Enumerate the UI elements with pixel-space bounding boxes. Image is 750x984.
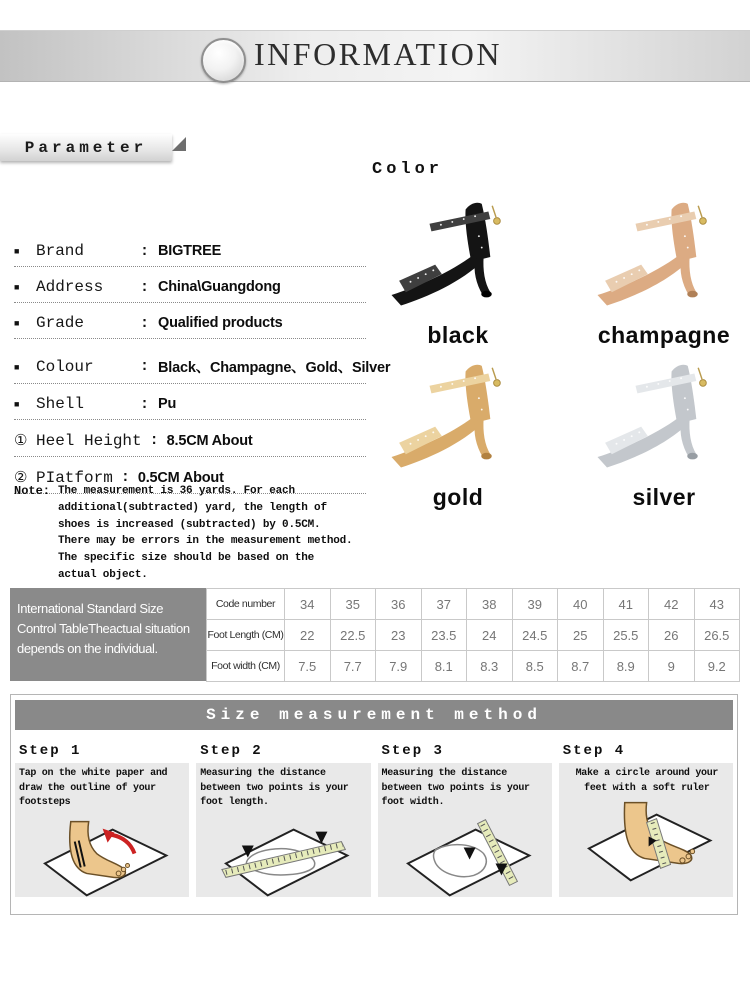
size-table-cell: 23 — [376, 620, 422, 651]
high-heel-sandal-image — [588, 358, 740, 482]
size-table-row-header: Foot Length (CM) — [207, 620, 285, 651]
shoe-color-label: champagne — [597, 322, 731, 348]
param-label: Address — [36, 278, 104, 296]
param-value: BIGTREE — [158, 243, 222, 259]
size-table — [206, 588, 740, 682]
square-bullet-icon: ■ — [14, 399, 20, 409]
size-table-cell: 8.7 — [558, 651, 604, 682]
param-label: PIatform — [36, 468, 113, 487]
param-value: China\Guangdong — [158, 279, 281, 295]
step-panel — [559, 763, 733, 897]
sphere-icon — [201, 38, 246, 83]
foot-width-ruler-illustration — [378, 811, 552, 898]
size-table-cell: 25 — [558, 620, 604, 651]
high-heel-sandal-image — [382, 358, 534, 482]
size-table-cell: 26 — [649, 620, 695, 651]
square-bullet-icon: ■ — [14, 282, 20, 292]
size-measurement-heading: Size measurement method — [15, 700, 733, 730]
param-colon: : — [140, 278, 150, 296]
banner-title: INFORMATION — [254, 36, 502, 72]
size-table-cell: 43 — [694, 589, 740, 620]
size-table-cell: 9 — [649, 651, 695, 682]
size-table-cell: 41 — [603, 589, 649, 620]
parameter-ribbon-label: Parameter — [24, 138, 148, 157]
square-bullet-icon: ■ — [14, 318, 20, 328]
param-row-heel-height — [14, 429, 366, 457]
shoe-variant-champagne — [582, 196, 746, 349]
param-value: 0.5CM About — [137, 469, 224, 486]
draw-foot-outline-illustration — [15, 811, 189, 898]
param-row-shell — [14, 393, 366, 420]
param-colon: : — [140, 395, 150, 413]
size-table-cell: 35 — [330, 589, 376, 620]
step-text: Tap on the white paper and draw the outline of your footsteps — [19, 768, 168, 808]
size-table-intro: International Standard Size Control TableTheactual situation depends on the individual. — [10, 588, 206, 681]
parameter-ribbon — [0, 134, 172, 161]
size-table-cell: 24.5 — [512, 620, 558, 651]
size-measurement-section — [10, 694, 738, 915]
shoe-color-label: black — [427, 322, 489, 348]
size-table-cell: 23.5 — [421, 620, 467, 651]
step-title: Step 3 — [381, 743, 444, 759]
high-heel-sandal-image — [382, 196, 534, 320]
param-row-grade — [14, 312, 366, 339]
shoe-variant-black — [376, 196, 540, 349]
size-table-cell: 7.9 — [376, 651, 422, 682]
parameter-list — [14, 240, 391, 503]
square-bullet-icon: ■ — [14, 361, 20, 372]
param-value: 8.5CM About — [166, 432, 253, 449]
param-label: Brand — [36, 242, 85, 260]
param-value: Qualified products — [158, 315, 283, 331]
square-bullet-icon: ■ — [14, 246, 20, 256]
param-row-brand — [14, 240, 366, 267]
size-table-cell: 42 — [649, 589, 695, 620]
size-table-cell: 22.5 — [330, 620, 376, 651]
size-table-cell: 36 — [376, 589, 422, 620]
measurement-step-1 — [15, 743, 189, 897]
step-title: Step 2 — [200, 743, 263, 759]
measurement-steps — [11, 743, 737, 897]
size-table-cell: 34 — [285, 589, 331, 620]
size-table-cell: 8.3 — [467, 651, 513, 682]
param-colon: : — [140, 314, 150, 332]
param-label: Colour — [36, 357, 94, 376]
size-table-row-header: Foot width (CM) — [207, 651, 285, 682]
param-colon: : — [149, 432, 159, 449]
ribbon-fold-icon — [172, 137, 186, 151]
size-table-row — [207, 589, 740, 620]
foot-length-ruler-illustration — [196, 811, 370, 898]
param-row-colour — [14, 354, 391, 384]
high-heel-sandal-image — [588, 196, 740, 320]
param-value: Pu — [158, 396, 177, 412]
size-table-cell: 7.5 — [285, 651, 331, 682]
step-panel — [378, 763, 552, 897]
circled-two-icon: ② — [14, 470, 28, 487]
step-text: Measuring the distance between two points is your foot length. — [200, 768, 349, 808]
size-table-cell: 8.5 — [512, 651, 558, 682]
shoe-color-label: gold — [432, 484, 484, 510]
size-table-cell: 7.7 — [330, 651, 376, 682]
shoe-variant-gold — [376, 358, 540, 511]
note-text: The measurement is 36 yards. For each additional(subtracted) yard, the length of shoes is increased (subtracted) by 0.5CM. There may be errors in the measurement method. The specific size should be based on the actual object. — [58, 485, 353, 581]
measurement-step-4 — [559, 743, 733, 897]
param-colon: : — [140, 358, 150, 375]
size-table-cell: 25.5 — [603, 620, 649, 651]
size-table-cell: 40 — [558, 589, 604, 620]
soft-ruler-around-foot-illustration — [559, 796, 733, 892]
measurement-step-3 — [378, 743, 552, 897]
size-table-cell: 24 — [467, 620, 513, 651]
measurement-step-2 — [196, 743, 370, 897]
size-table-row-header: Code number — [207, 589, 285, 620]
size-table-cell: 38 — [467, 589, 513, 620]
color-heading: Color — [372, 160, 444, 179]
step-text: Measuring the distance between two points is your foot width. — [381, 768, 530, 808]
step-text: Make a circle around your feet with a soft ruler — [575, 768, 719, 794]
size-table-row — [207, 651, 740, 682]
step-panel — [196, 763, 370, 897]
param-label: Shell — [36, 395, 85, 413]
measurement-note — [14, 483, 354, 584]
step-title: Step 1 — [19, 743, 82, 759]
size-table-cell: 26.5 — [694, 620, 740, 651]
param-row-address — [14, 276, 366, 303]
size-table-cell: 8.1 — [421, 651, 467, 682]
note-label: Note: — [14, 484, 51, 498]
param-value: Black、Champagne、Gold、Silver — [158, 360, 391, 376]
size-table-cell: 22 — [285, 620, 331, 651]
step-panel — [15, 763, 189, 897]
step-title: Step 4 — [562, 743, 626, 759]
shoe-variant-silver — [582, 358, 746, 511]
shoe-color-label: silver — [632, 484, 696, 510]
size-table-cell: 37 — [421, 589, 467, 620]
param-colon: : — [120, 469, 130, 486]
size-table-cell: 8.9 — [603, 651, 649, 682]
param-colon: : — [140, 242, 150, 260]
size-table-cell: 9.2 — [694, 651, 740, 682]
size-table-row — [207, 620, 740, 651]
size-table-cell: 39 — [512, 589, 558, 620]
circled-one-icon: ① — [14, 433, 28, 450]
param-label: Heel Height — [36, 431, 142, 450]
param-label: Grade — [36, 314, 85, 332]
